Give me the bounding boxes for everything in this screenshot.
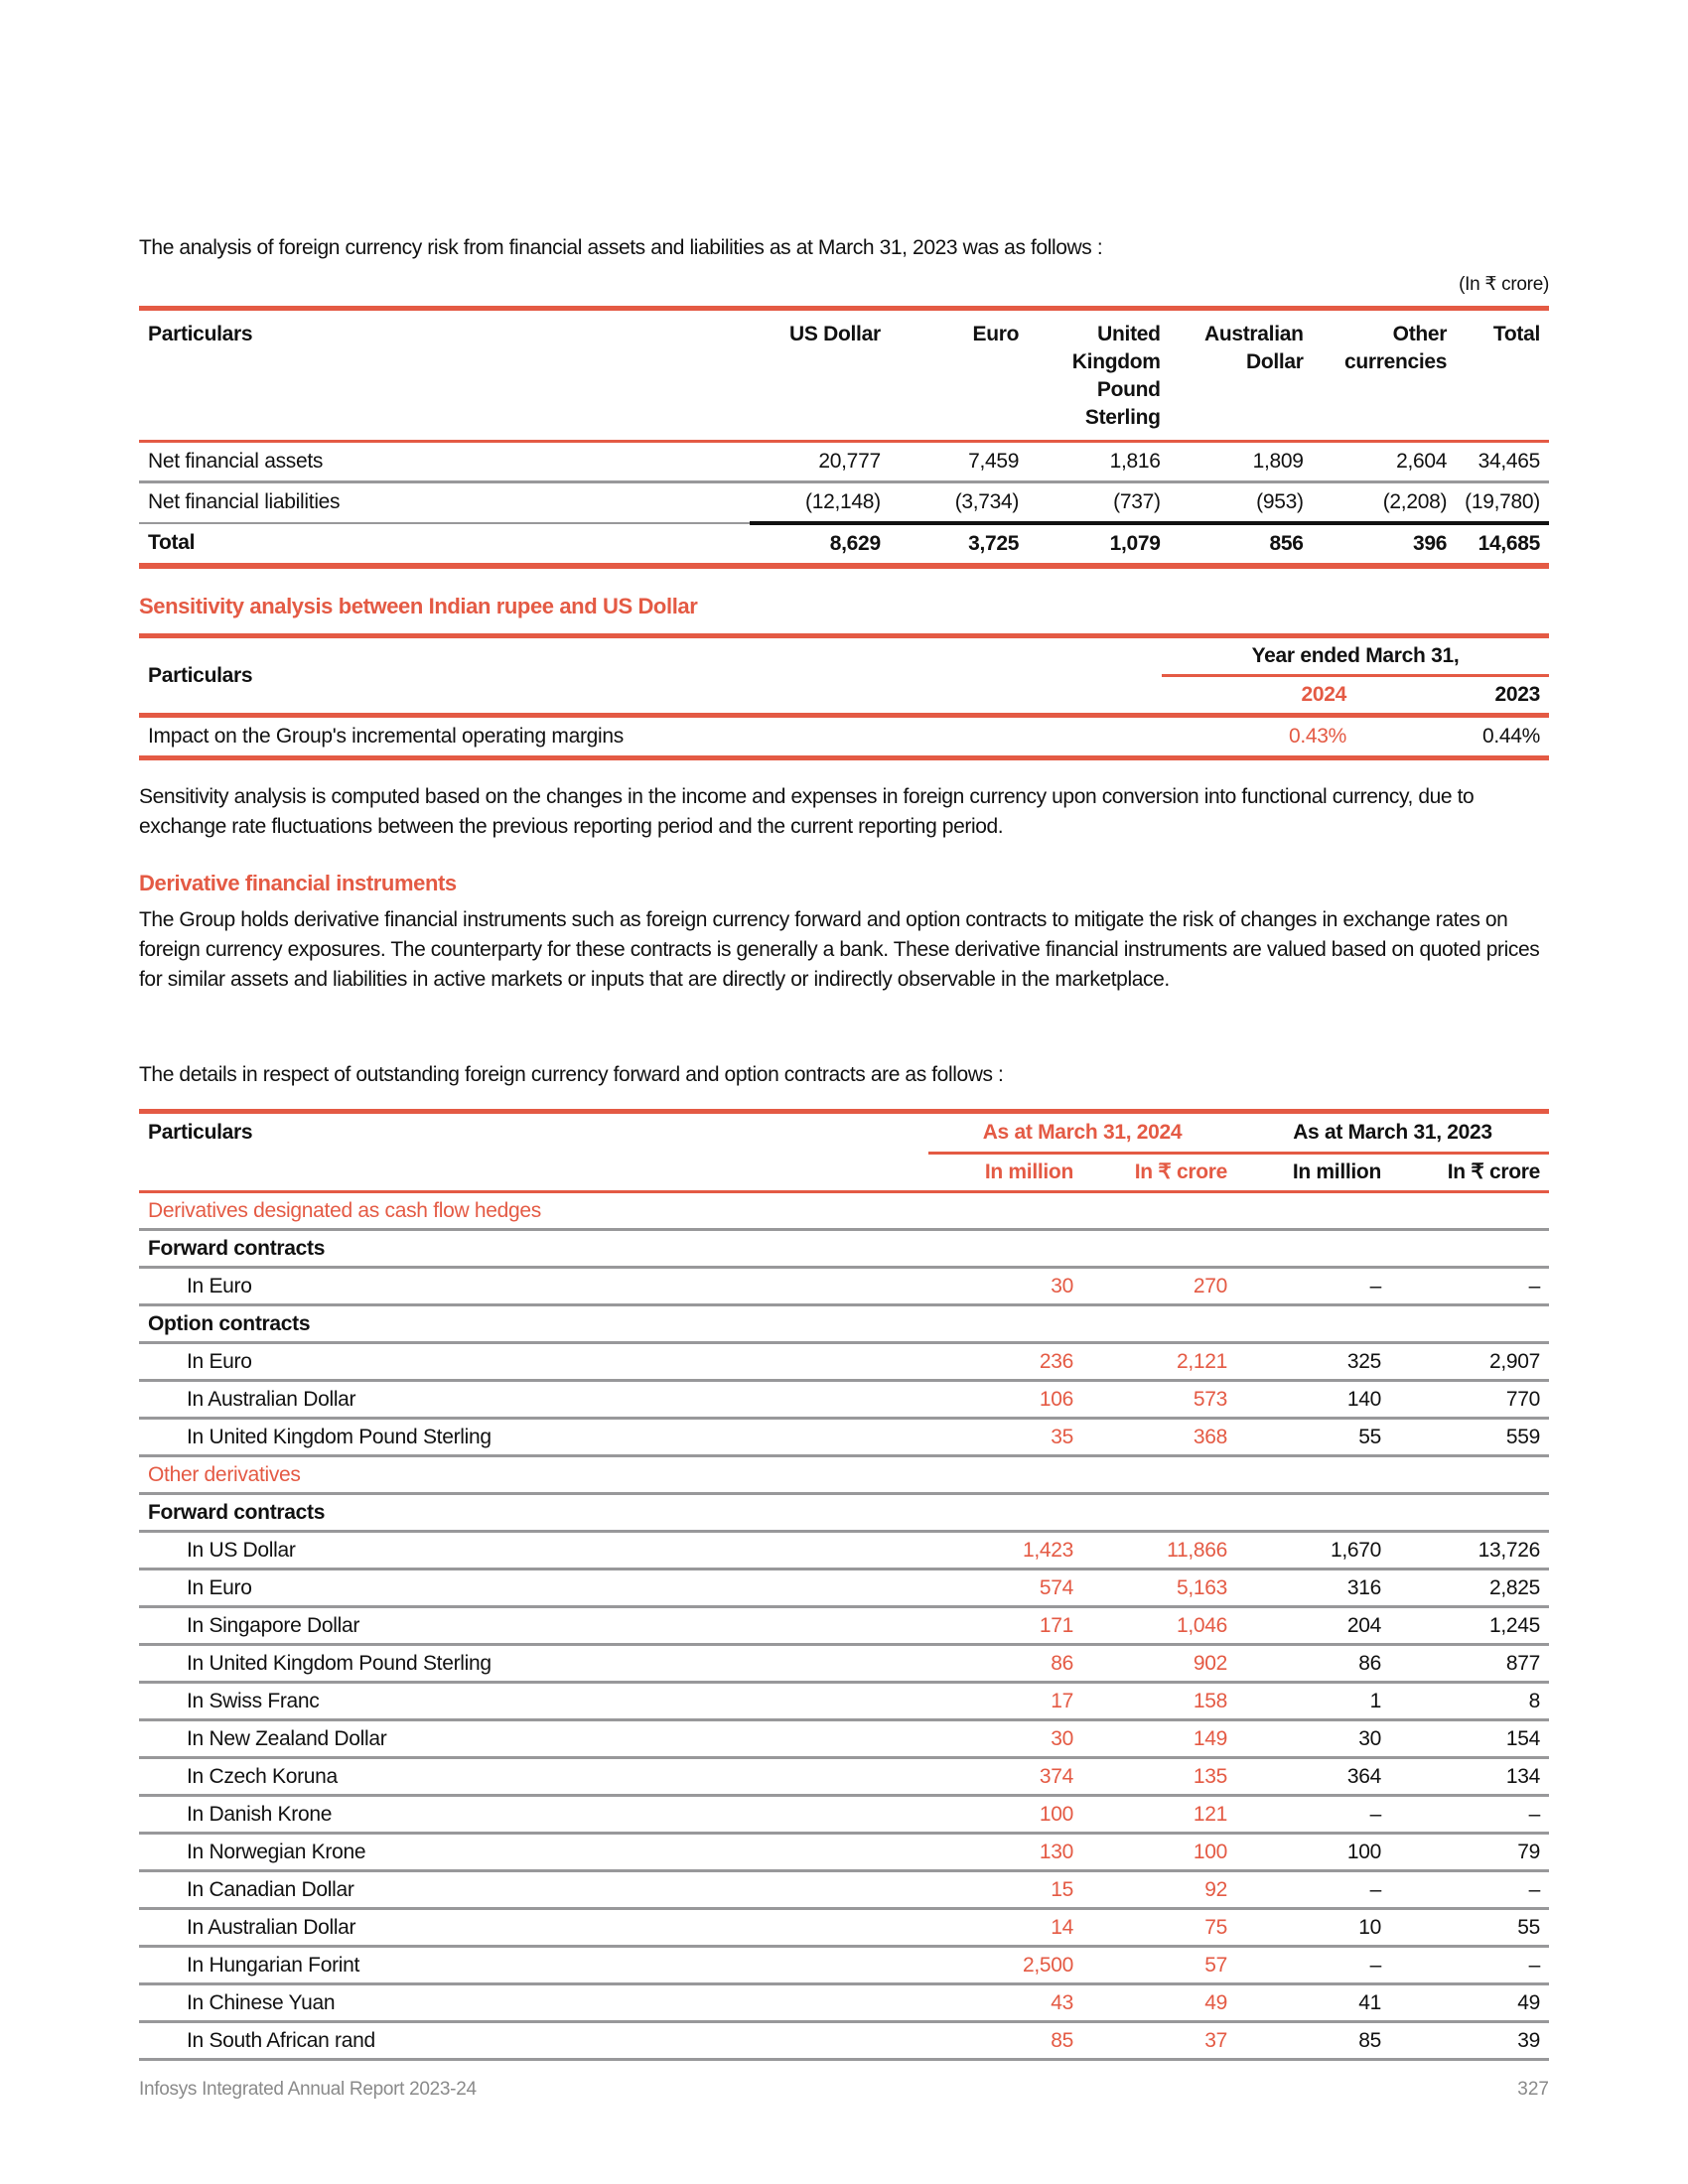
cell: 559 <box>1390 1419 1549 1456</box>
cell: 43 <box>928 1984 1082 2022</box>
cell: 1,245 <box>1390 1607 1549 1645</box>
cell: 374 <box>928 1758 1082 1796</box>
table-row <box>139 2022 1549 2060</box>
table-row <box>139 1796 1549 1834</box>
row-label: In Norwegian Krone <box>139 1834 928 1871</box>
cell: 573 <box>1082 1381 1236 1419</box>
row-label: In Hungarian Forint <box>139 1947 928 1984</box>
col-header: Euro <box>890 309 1028 442</box>
cell: 34,465 <box>1456 442 1549 482</box>
cell: 121 <box>1082 1796 1236 1834</box>
table-row <box>139 1532 1549 1570</box>
cell: 35 <box>928 1419 1082 1456</box>
footer-title: Infosys Integrated Annual Report 2023-24 <box>139 2079 477 2100</box>
row-label: In Danish Krone <box>139 1796 928 1834</box>
cell: – <box>1390 1871 1549 1909</box>
row-label: In United Kingdom Pound Sterling <box>139 1645 928 1683</box>
section-label: Derivatives designated as cash flow hedges <box>139 1192 1549 1230</box>
cell: 86 <box>928 1645 1082 1683</box>
cell: 17 <box>928 1683 1082 1720</box>
cell: 14,685 <box>1456 523 1549 566</box>
cell: (737) <box>1028 482 1170 524</box>
cell: 39 <box>1390 2022 1549 2060</box>
sensitivity-group-row <box>139 636 1549 676</box>
table-row <box>139 1947 1549 1984</box>
cell: 158 <box>1082 1683 1236 1720</box>
cell: 877 <box>1390 1645 1549 1683</box>
cell: 2,604 <box>1313 442 1457 482</box>
cell: 30 <box>928 1268 1082 1305</box>
group-2023-header: As at March 31, 2023 <box>1236 1112 1549 1154</box>
total-row <box>139 523 1549 566</box>
row-label: In New Zealand Dollar <box>139 1720 928 1758</box>
table-row <box>139 1268 1549 1305</box>
cell: 396 <box>1313 523 1457 566</box>
cell: 902 <box>1082 1645 1236 1683</box>
subsection-label: Option contracts <box>139 1305 1549 1343</box>
cell: 1,079 <box>1028 523 1170 566</box>
table-row <box>139 1909 1549 1947</box>
cell: 86 <box>1236 1645 1390 1683</box>
cell: 11,866 <box>1082 1532 1236 1570</box>
table-row <box>139 442 1549 482</box>
subsection-label: Forward contracts <box>139 1494 1549 1532</box>
cell: (12,148) <box>750 482 890 524</box>
section-row <box>139 1456 1549 1494</box>
derivatives-group-row <box>139 1112 1549 1154</box>
table-row <box>139 716 1549 758</box>
subsection-row <box>139 1494 1549 1532</box>
cell: – <box>1236 1796 1390 1834</box>
cell: (19,780) <box>1456 482 1549 524</box>
cell: 49 <box>1390 1984 1549 2022</box>
cell: 106 <box>928 1381 1082 1419</box>
unit-label: (In ₹ crore) <box>1459 274 1549 295</box>
cell: 1,809 <box>1170 442 1313 482</box>
table-row <box>139 1984 1549 2022</box>
row-label: In US Dollar <box>139 1532 928 1570</box>
cell: 41 <box>1236 1984 1390 2022</box>
row-label: In Euro <box>139 1343 928 1381</box>
particulars-header: Particulars <box>148 1121 253 1144</box>
cell: 1,816 <box>1028 442 1170 482</box>
cell: 20,777 <box>750 442 890 482</box>
sensitivity-table <box>139 633 1549 760</box>
table-row <box>139 1607 1549 1645</box>
cell: 130 <box>928 1834 1082 1871</box>
cell: 85 <box>928 2022 1082 2060</box>
empty-cell <box>139 1154 928 1192</box>
sensitivity-heading: Sensitivity analysis between Indian rupee and US Dollar <box>139 594 698 618</box>
cell: 0.43% <box>1162 716 1355 758</box>
cell: 30 <box>1236 1720 1390 1758</box>
row-label: In South African rand <box>139 2022 928 2060</box>
cell: – <box>1236 1268 1390 1305</box>
cell: (3,734) <box>890 482 1028 524</box>
unit-header: In million <box>928 1154 1082 1192</box>
col-header: United Kingdom Pound Sterling <box>1028 309 1170 442</box>
cell: 13,726 <box>1390 1532 1549 1570</box>
derivatives-heading: Derivative financial instruments <box>139 871 457 895</box>
cell: 55 <box>1236 1419 1390 1456</box>
cell: 7,459 <box>890 442 1028 482</box>
row-label: Net financial assets <box>139 442 750 482</box>
other-forward-rows <box>139 1532 1549 2060</box>
cell: 85 <box>1236 2022 1390 2060</box>
cell: 1,046 <box>1082 1607 1236 1645</box>
cell: 100 <box>1236 1834 1390 1871</box>
cell: – <box>1390 1268 1549 1305</box>
row-label: Impact on the Group's incremental operating margins <box>139 716 1162 758</box>
cell: 316 <box>1236 1570 1390 1607</box>
cell: 204 <box>1236 1607 1390 1645</box>
row-label: In Chinese Yuan <box>139 1984 928 2022</box>
row-label: In Czech Koruna <box>139 1758 928 1796</box>
cell: 368 <box>1082 1419 1236 1456</box>
row-label: Net financial liabilities <box>139 482 750 524</box>
cell: 10 <box>1236 1909 1390 1947</box>
cell: 149 <box>1082 1720 1236 1758</box>
cell: 55 <box>1390 1909 1549 1947</box>
row-label: In Australian Dollar <box>139 1381 928 1419</box>
subsection-row <box>139 1305 1549 1343</box>
table-row <box>139 1381 1549 1419</box>
row-label: In Singapore Dollar <box>139 1607 928 1645</box>
cell: 1 <box>1236 1683 1390 1720</box>
particulars-header: Particulars <box>139 636 1162 716</box>
table-row <box>139 1720 1549 1758</box>
cell: 1,670 <box>1236 1532 1390 1570</box>
col-header: Australian Dollar <box>1170 309 1313 442</box>
table-row <box>139 1834 1549 1871</box>
fx-risk-header-row <box>139 309 1549 442</box>
cell: 75 <box>1082 1909 1236 1947</box>
cell: 135 <box>1082 1758 1236 1796</box>
section-label: Other derivatives <box>139 1456 1549 1494</box>
cell: 14 <box>928 1909 1082 1947</box>
fx-risk-intro: The analysis of foreign currency risk from financial assets and liabilities as at March 31, 2023 was as follows : <box>139 236 1103 259</box>
cell: 8,629 <box>750 523 890 566</box>
cell: 100 <box>1082 1834 1236 1871</box>
derivatives-paragraph: The Group holds derivative financial instruments such as foreign currency forward and option contracts to mitigate the risk of changes in exchange rates on foreign currency exposures. The counterparty for these contracts is generally a bank. These derivative financial instruments are valued based on quoted prices for similar assets and liabilities in active markets or inputs that are directly or indirectly observable in the marketplace. <box>139 908 1540 991</box>
col-header: US Dollar <box>750 309 890 442</box>
row-label: In Canadian Dollar <box>139 1871 928 1909</box>
subsection-row <box>139 1230 1549 1268</box>
cell: 79 <box>1390 1834 1549 1871</box>
cell: 49 <box>1082 1984 1236 2022</box>
year-2023-header: 2023 <box>1355 676 1549 716</box>
col-header: Particulars <box>139 309 750 442</box>
cell: 364 <box>1236 1758 1390 1796</box>
row-label: In Euro <box>139 1268 928 1305</box>
cell: 2,825 <box>1390 1570 1549 1607</box>
sensitivity-note: Sensitivity analysis is computed based on the changes in the income and expenses in foreign currency upon conversion into functional currency, due to exchange rate fluctuations between the previous reporting period and the current reporting period. <box>139 785 1475 838</box>
cell: 154 <box>1390 1720 1549 1758</box>
unit-header: In ₹ crore <box>1390 1154 1549 1192</box>
table-row <box>139 1871 1549 1909</box>
row-label: Total <box>139 523 750 566</box>
cell: 2,907 <box>1390 1343 1549 1381</box>
cell: 270 <box>1082 1268 1236 1305</box>
unit-header: In ₹ crore <box>1082 1154 1236 1192</box>
cell: 574 <box>928 1570 1082 1607</box>
year-2024-header: 2024 <box>1162 676 1355 716</box>
cell: 140 <box>1236 1381 1390 1419</box>
row-label: In Swiss Franc <box>139 1683 928 1720</box>
cell: 1,423 <box>928 1532 1082 1570</box>
cell: 856 <box>1170 523 1313 566</box>
unit-header: In million <box>1236 1154 1390 1192</box>
cell: – <box>1236 1947 1390 1984</box>
row-label: In Australian Dollar <box>139 1909 928 1947</box>
cell: 100 <box>928 1796 1082 1834</box>
table-row <box>139 1343 1549 1381</box>
cell: 325 <box>1236 1343 1390 1381</box>
cell: 92 <box>1082 1871 1236 1909</box>
table-row <box>139 1683 1549 1720</box>
cell: 57 <box>1082 1947 1236 1984</box>
col-header: Other currencies <box>1313 309 1457 442</box>
table-row <box>139 482 1549 524</box>
cell: (953) <box>1170 482 1313 524</box>
cfh-forward-rows <box>139 1268 1549 1305</box>
cell: 171 <box>928 1607 1082 1645</box>
page-number: 327 <box>1517 2079 1549 2100</box>
cell: 0.44% <box>1355 716 1549 758</box>
section-row <box>139 1192 1549 1230</box>
cell: 3,725 <box>890 523 1028 566</box>
cell: 15 <box>928 1871 1082 1909</box>
table-row <box>139 1758 1549 1796</box>
cell: – <box>1390 1947 1549 1984</box>
year-group-header: Year ended March 31, <box>1162 636 1549 676</box>
cell: 236 <box>928 1343 1082 1381</box>
cell: 8 <box>1390 1683 1549 1720</box>
cell: 2,121 <box>1082 1343 1236 1381</box>
table-row <box>139 1645 1549 1683</box>
table-row <box>139 1570 1549 1607</box>
cell: 770 <box>1390 1381 1549 1419</box>
fx-risk-table <box>139 306 1549 569</box>
subsection-label: Forward contracts <box>139 1230 1549 1268</box>
cell: 30 <box>928 1720 1082 1758</box>
row-label: In Euro <box>139 1570 928 1607</box>
cell: 37 <box>1082 2022 1236 2060</box>
cell: (2,208) <box>1313 482 1457 524</box>
cell: 2,500 <box>928 1947 1082 1984</box>
cell: – <box>1390 1796 1549 1834</box>
row-label: In United Kingdom Pound Sterling <box>139 1419 928 1456</box>
derivatives-details-intro: The details in respect of outstanding foreign currency forward and option contracts are as follows : <box>139 1063 1004 1086</box>
cell: 134 <box>1390 1758 1549 1796</box>
group-2024-header: As at March 31, 2024 <box>928 1112 1236 1154</box>
col-header: Total <box>1456 309 1549 442</box>
cell: 5,163 <box>1082 1570 1236 1607</box>
derivatives-unit-row <box>139 1154 1549 1192</box>
derivatives-table <box>139 1109 1549 2061</box>
table-row <box>139 1419 1549 1456</box>
cfh-option-rows <box>139 1343 1549 1456</box>
cell: – <box>1236 1871 1390 1909</box>
